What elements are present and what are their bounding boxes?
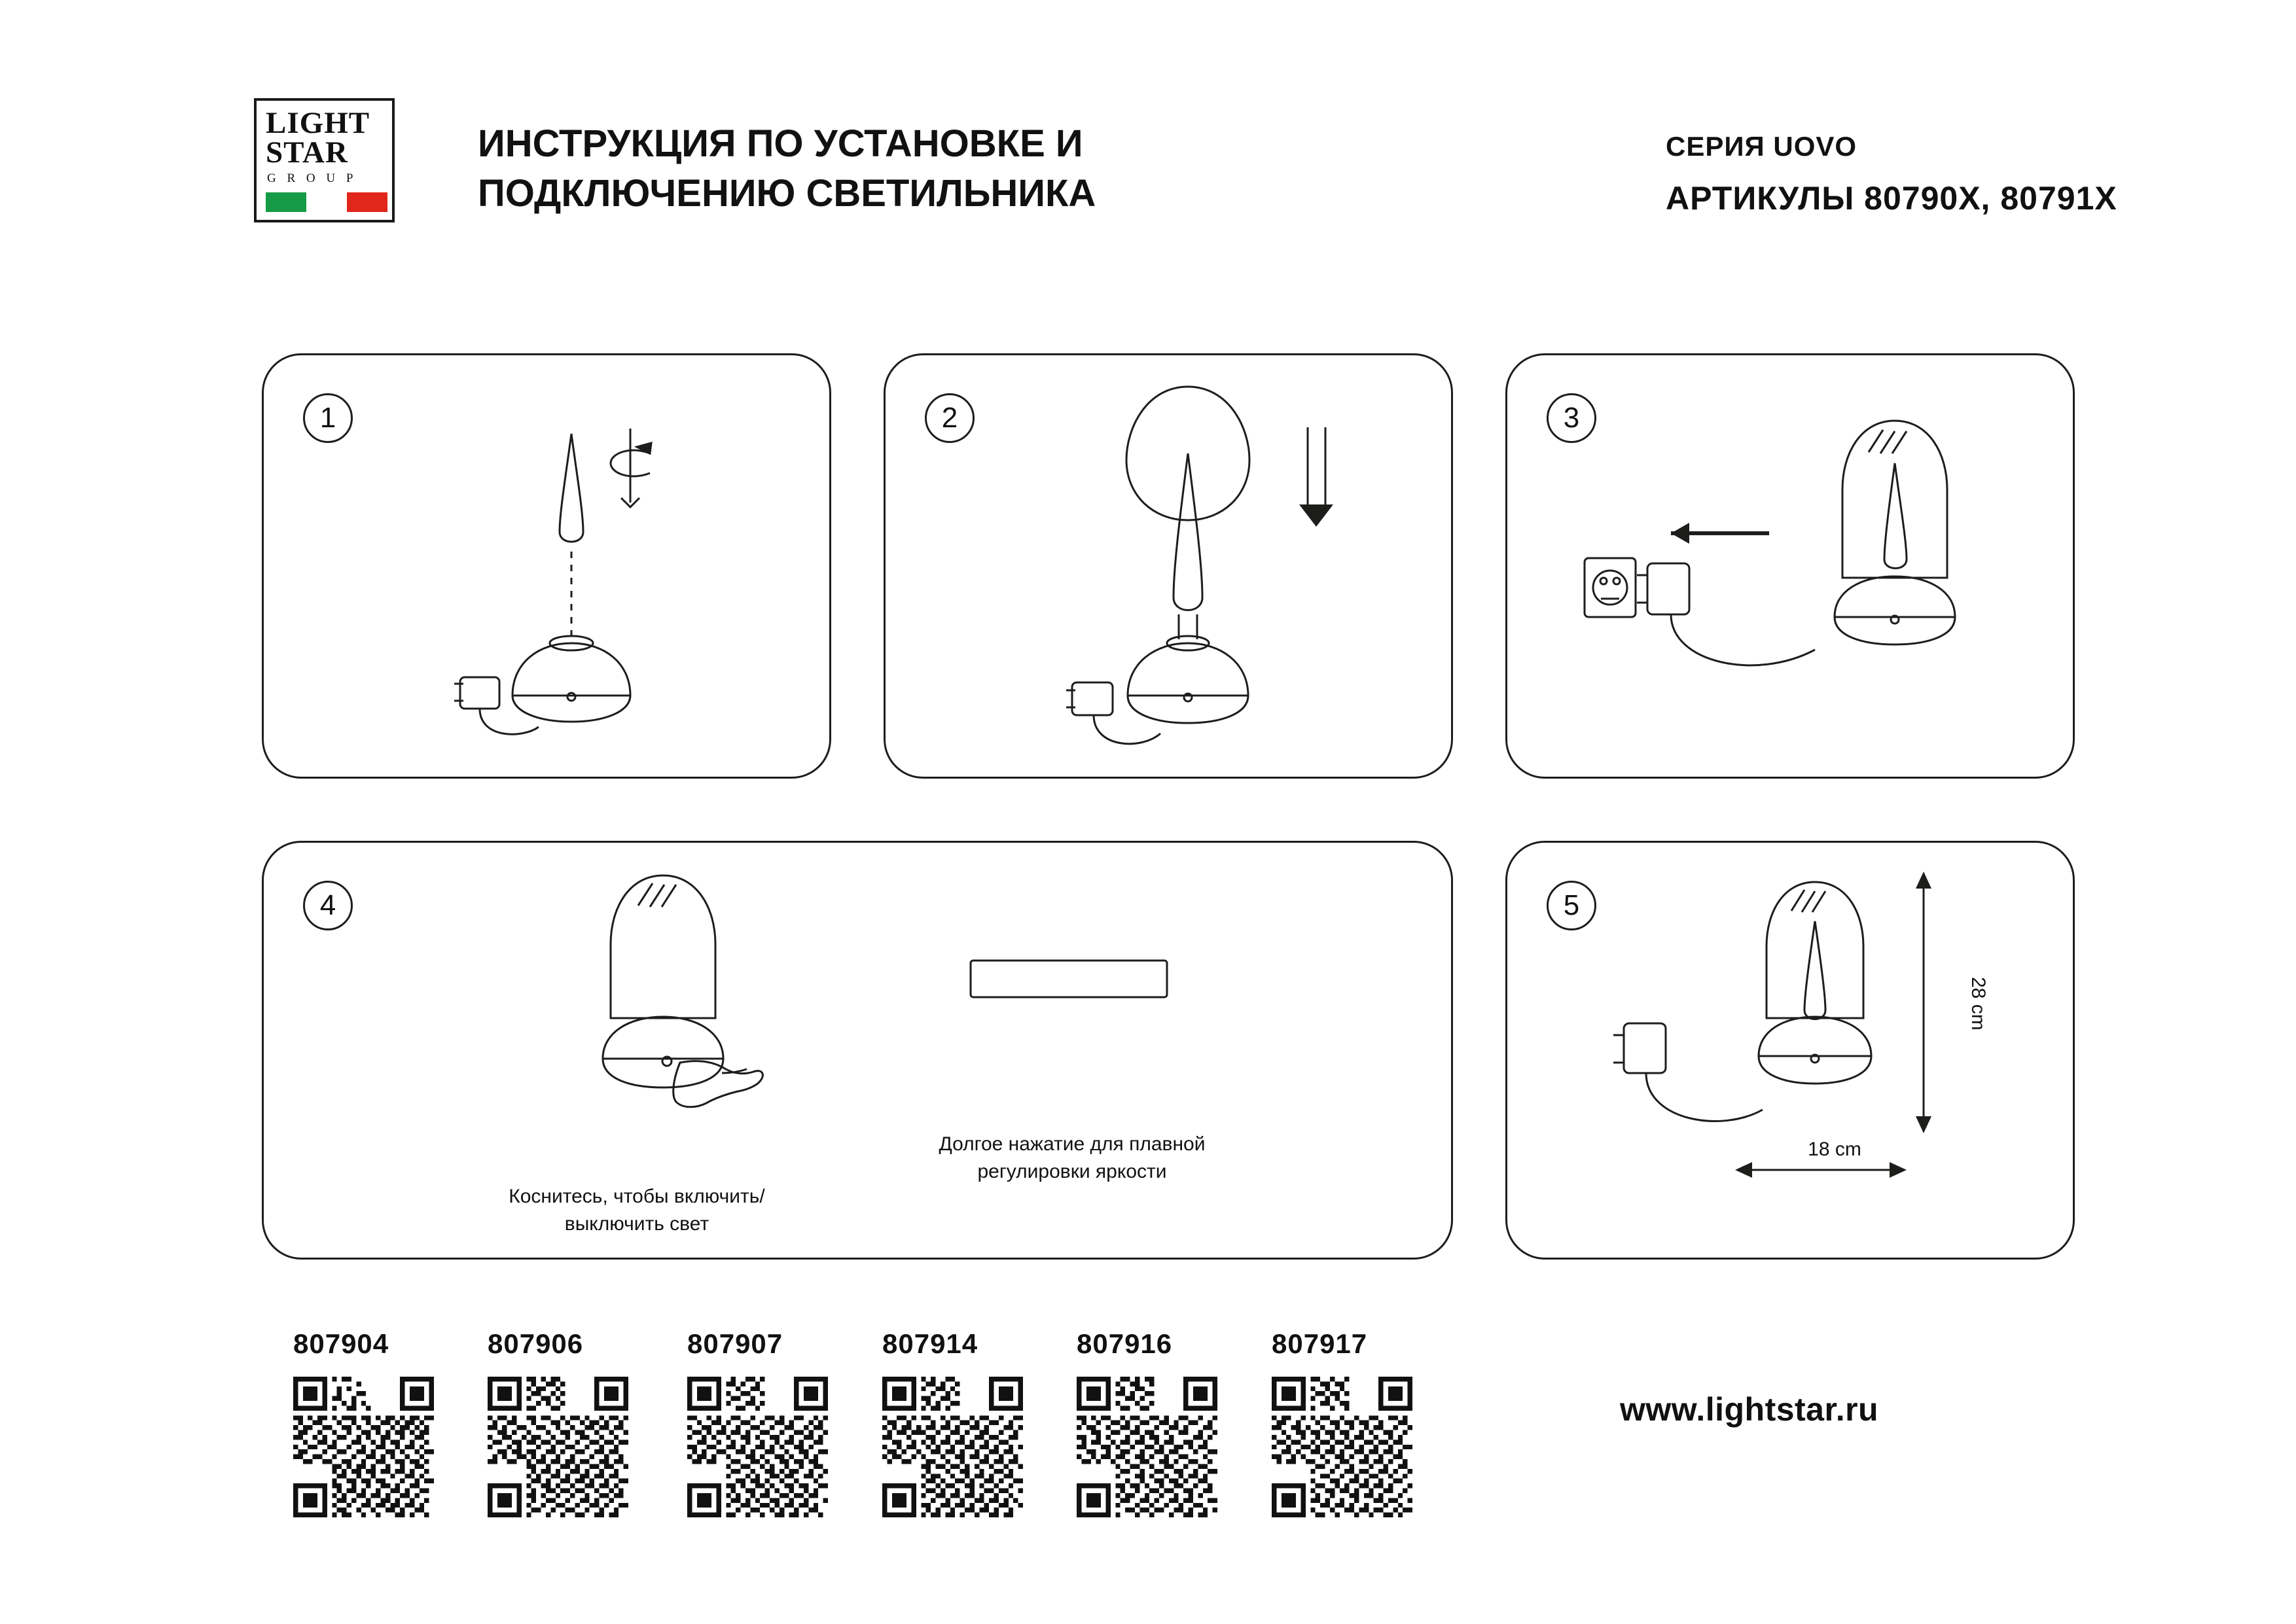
qr-entry — [293, 1328, 434, 1517]
qr-entry — [1272, 1328, 1412, 1517]
article-label: АРТИКУЛЫ 80790Х, 80791Х — [1666, 180, 2117, 217]
brand-logo — [254, 98, 395, 222]
qr-code-icon — [293, 1377, 434, 1517]
document-header — [0, 0, 2296, 308]
step-4-caption-right: Долгое нажатие для плавной регулировки яркости — [939, 1133, 1206, 1182]
step-number-5: 5 — [1547, 881, 1596, 930]
step-panel-5 — [1505, 841, 2075, 1260]
qr-code-icon — [687, 1377, 828, 1517]
website-url[interactable]: www.lightstar.ru — [1620, 1391, 1879, 1428]
logo-wordmark — [266, 106, 370, 169]
step-4-caption-left: Коснитесь, чтобы включить/выключить свет — [509, 1186, 765, 1235]
series-label: СЕРИЯ UOVO — [1666, 131, 1857, 162]
qr-label: 807914 — [882, 1328, 978, 1359]
qr-label: 807904 — [293, 1328, 389, 1359]
italian-flag-icon — [266, 192, 387, 212]
step-2-illustration — [886, 355, 1455, 781]
dimension-height-label: 28 cm — [1967, 977, 1989, 1031]
qr-label: 807916 — [1077, 1328, 1173, 1359]
product-info — [1666, 131, 2255, 220]
step-panel-2 — [884, 353, 1453, 779]
step-number-1: 1 — [303, 393, 353, 443]
qr-label: 807906 — [488, 1328, 584, 1359]
qr-code-icon — [488, 1377, 628, 1517]
logo-line-2: STAR — [266, 135, 348, 169]
qr-label: 807917 — [1272, 1328, 1368, 1359]
logo-group-label: G R O U P — [267, 171, 357, 185]
qr-entry — [687, 1328, 828, 1517]
qr-entry — [1077, 1328, 1217, 1517]
step-5-illustration — [1507, 843, 2077, 1262]
step-number-3: 3 — [1547, 393, 1596, 443]
step-3-illustration — [1507, 355, 2077, 781]
qr-entry — [488, 1328, 628, 1517]
dimension-width-label: 18 cm — [1808, 1139, 1861, 1160]
qr-label: 807907 — [687, 1328, 783, 1359]
qr-code-icon — [882, 1377, 1023, 1517]
step-4-illustration — [264, 843, 1455, 1262]
page-title: ИНСТРУКЦИЯ ПО УСТАНОВКЕ И ПОДКЛЮЧЕНИЮ СВЕТИЛЬНИКА — [478, 122, 1096, 215]
qr-code-icon — [1272, 1377, 1412, 1517]
step-panel-3 — [1505, 353, 2075, 779]
logo-line-1: LIGHT — [266, 106, 370, 140]
qr-code-icon — [1077, 1377, 1217, 1517]
step-1-illustration — [264, 355, 833, 781]
qr-entry — [882, 1328, 1023, 1517]
step-number-4: 4 — [303, 881, 353, 930]
step-panel-4 — [262, 841, 1453, 1260]
step-panel-1 — [262, 353, 831, 779]
step-number-2: 2 — [925, 393, 975, 443]
